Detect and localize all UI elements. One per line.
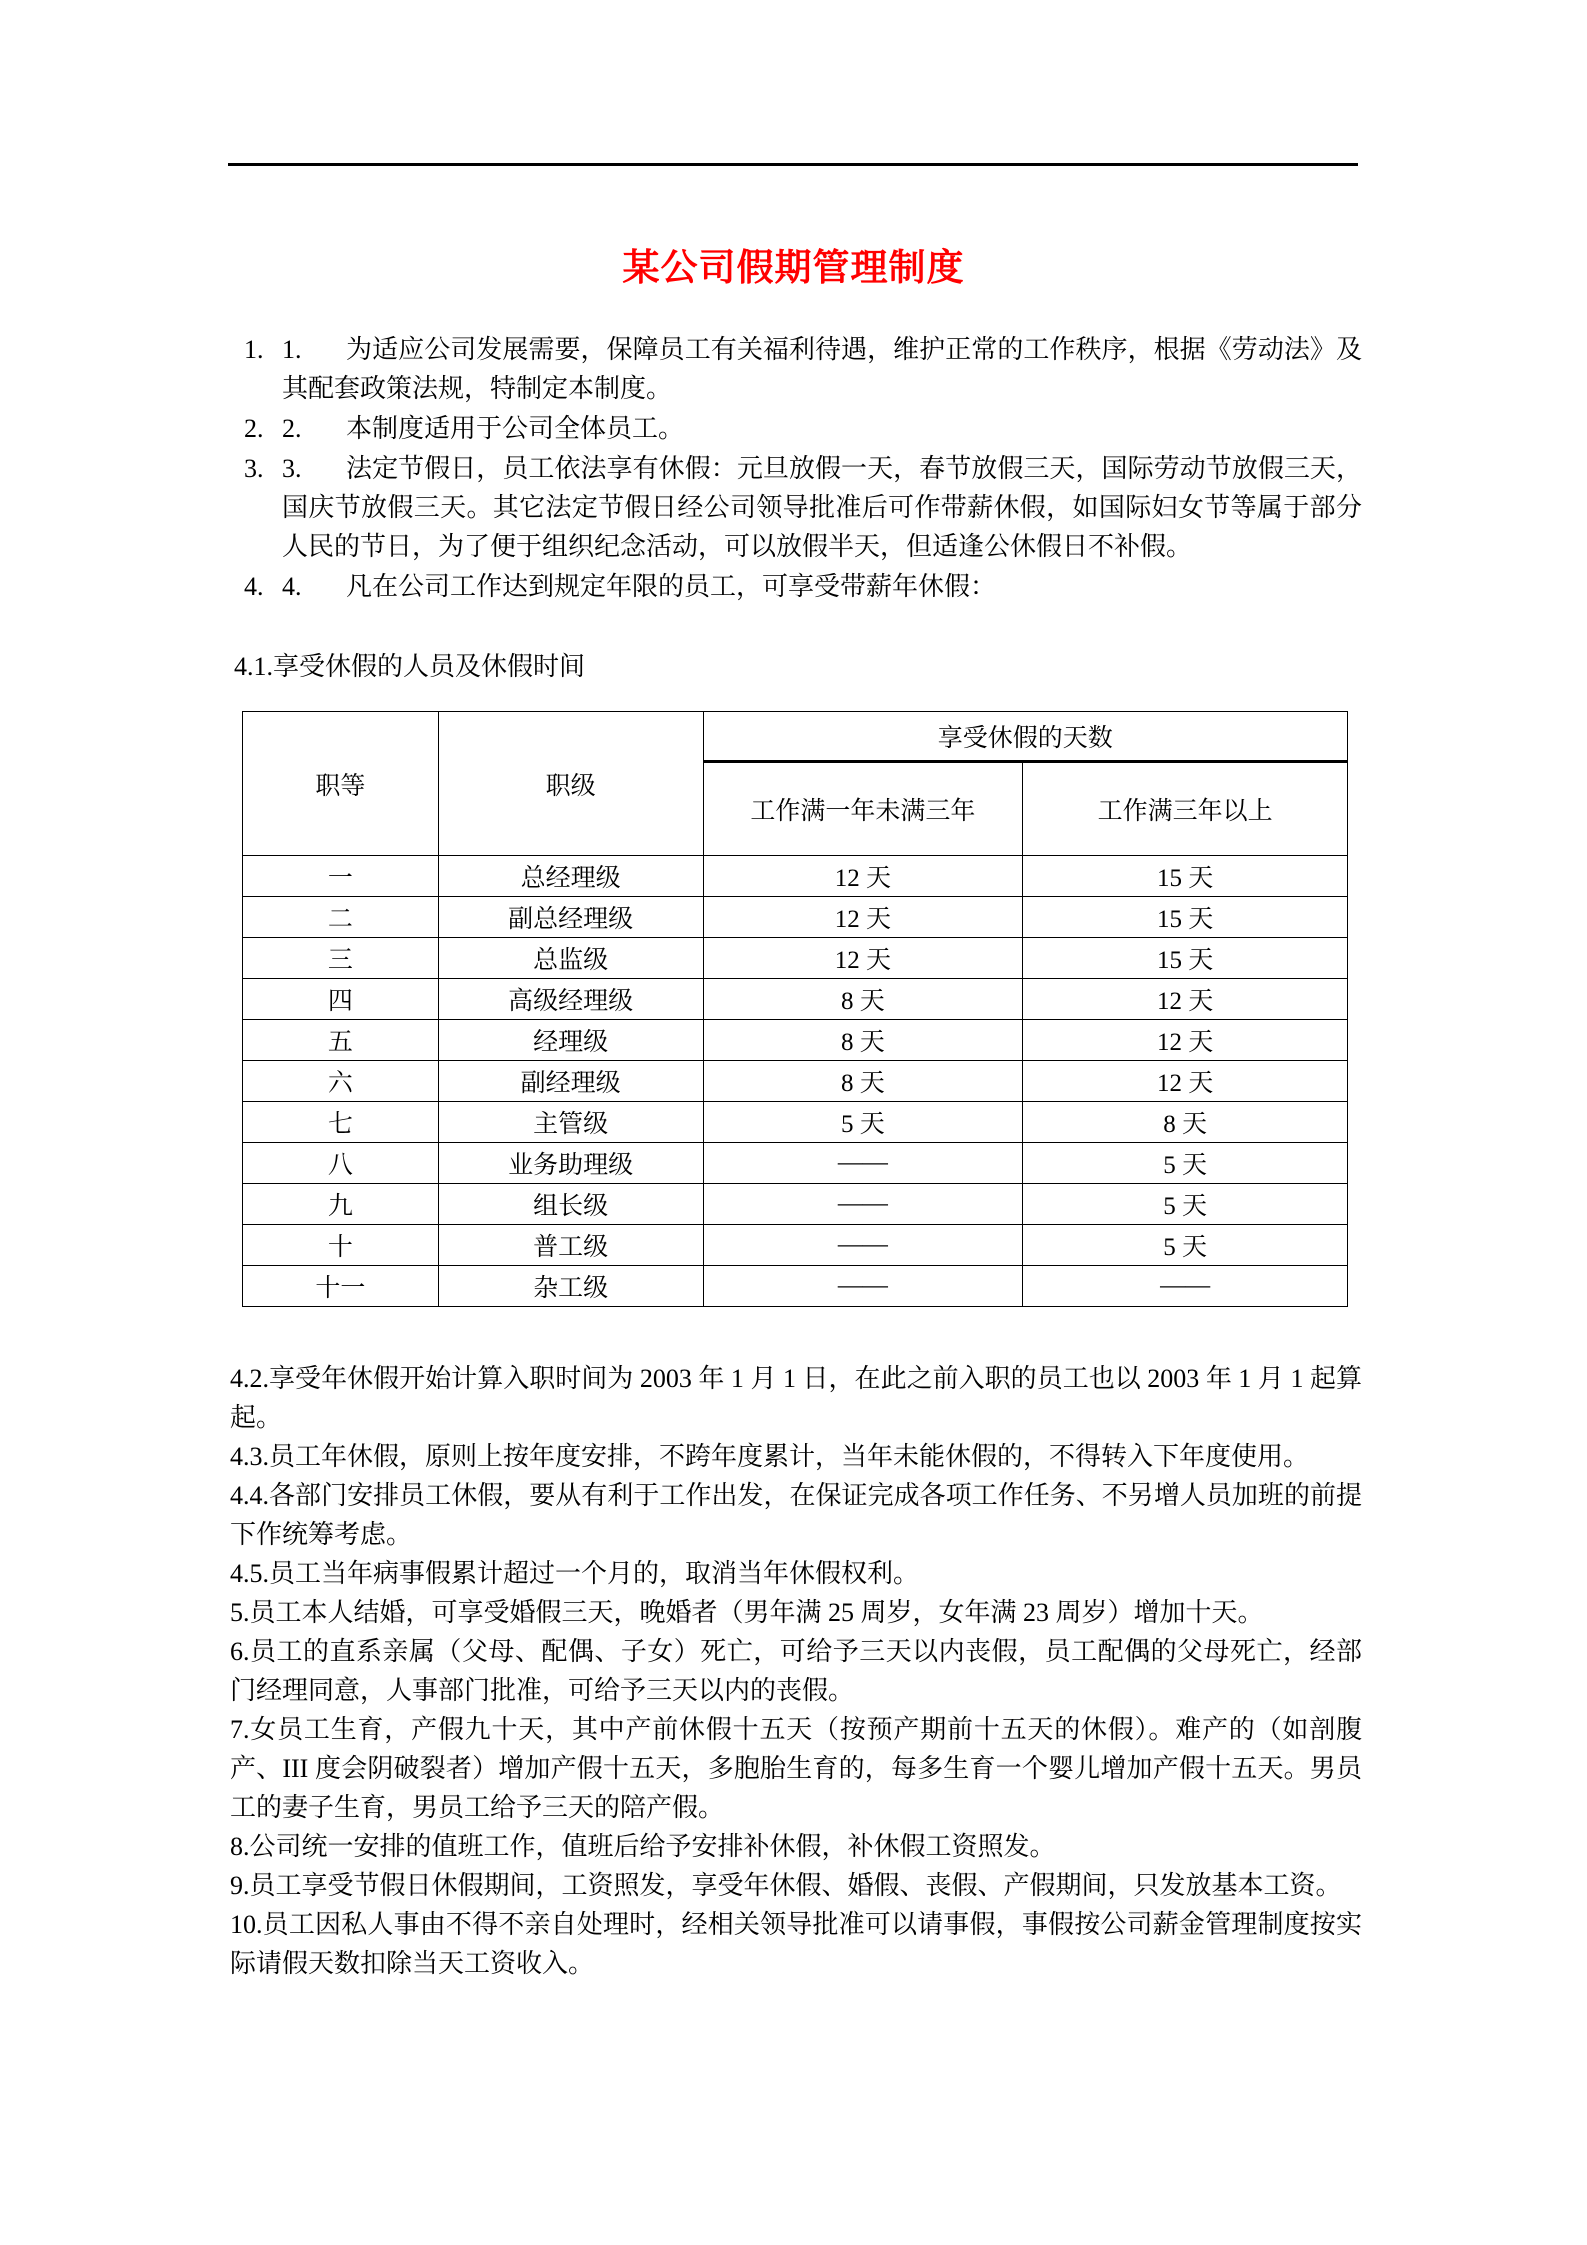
cell-under-three: 12 天 (703, 856, 1023, 897)
list-item (228, 567, 1362, 606)
cell-under-three: 8 天 (703, 1061, 1023, 1102)
cell-rank: 四 (243, 979, 439, 1020)
cell-level: 总监级 (438, 938, 703, 979)
header-cell-rank: 职等 (243, 712, 439, 856)
list-item-inner-marker: 3. (282, 454, 302, 483)
table-row (243, 1225, 1348, 1266)
cell-level: 副经理级 (438, 1061, 703, 1102)
table-row (243, 1102, 1348, 1143)
list-item-inner-marker: 4. (282, 572, 302, 601)
cell-over-three: 15 天 (1023, 897, 1348, 938)
numbered-clause-list (228, 330, 1362, 607)
list-item (228, 449, 1362, 566)
cell-under-three: —— (703, 1143, 1023, 1184)
cell-level: 普工级 (438, 1225, 703, 1266)
cell-rank: 九 (243, 1184, 439, 1225)
cell-over-three: 8 天 (1023, 1102, 1348, 1143)
list-item-body (282, 409, 1362, 448)
cell-over-three: —— (1023, 1266, 1348, 1307)
header-cell-under-three-years: 工作满一年未满三年 (703, 762, 1023, 856)
list-item-inner-marker: 2. (282, 414, 302, 443)
table-row (243, 856, 1348, 897)
cell-level: 副总经理级 (438, 897, 703, 938)
paragraph: 10.员工因私人事由不得不亲自处理时，经相关领导批准可以请事假，事假按公司薪金管理制度按实际请假天数扣除当天工资收入。 (230, 1910, 1362, 1978)
list-item-text: 法定节假日，员工依法享有休假：元旦放假一天，春节放假三天，国际劳动节放假三天，国庆节放假三天。其它法定节假日经公司领导批准后可作带薪休假，如国际妇女节等属于部分人民的节日，为了便于组织纪念活动，可以放假半天，但适逢公休假日不补假。 (282, 454, 1362, 561)
cell-rank: 七 (243, 1102, 439, 1143)
list-item-body (282, 330, 1362, 408)
list-item (228, 409, 1362, 448)
table-row (243, 979, 1348, 1020)
list-item-text: 凡在公司工作达到规定年限的员工，可享受带薪年休假： (346, 572, 997, 601)
table-row (243, 1143, 1348, 1184)
cell-under-three: 12 天 (703, 938, 1023, 979)
cell-over-three: 5 天 (1023, 1184, 1348, 1225)
cell-under-three: —— (703, 1184, 1023, 1225)
paragraph: 4.3.员工年休假，原则上按年度安排，不跨年度累计，当年未能休假的，不得转入下年度使用。 (230, 1442, 1310, 1471)
cell-over-three: 5 天 (1023, 1225, 1348, 1266)
cell-level: 高级经理级 (438, 979, 703, 1020)
paragraph: 8.公司统一安排的值班工作，值班后给予安排补休假，补休假工资照发。 (230, 1832, 1056, 1861)
section-subheading: 4.1.享受休假的人员及休假时间 (234, 652, 586, 681)
cell-rank: 二 (243, 897, 439, 938)
paragraph: 4.4.各部门安排员工休假，要从有利于工作出发，在保证完成各项工作任务、不另增人员加班的前提下作统筹考虑。 (230, 1481, 1362, 1549)
cell-level: 杂工级 (438, 1266, 703, 1307)
cell-rank: 一 (243, 856, 439, 897)
header-cell-group: 享受休假的天数 (703, 712, 1347, 762)
cell-rank: 八 (243, 1143, 439, 1184)
list-item-body (282, 449, 1362, 566)
cell-rank: 十 (243, 1225, 439, 1266)
cell-rank: 六 (243, 1061, 439, 1102)
cell-rank: 五 (243, 1020, 439, 1061)
cell-level: 总经理级 (438, 856, 703, 897)
list-item-marker: 4. (244, 572, 264, 601)
header-cell-level: 职级 (438, 712, 703, 856)
header-cell-over-three-years: 工作满三年以上 (1023, 762, 1348, 856)
cell-under-three: 12 天 (703, 897, 1023, 938)
table-body (243, 856, 1348, 1307)
list-item-marker: 2. (244, 414, 264, 443)
cell-over-three: 15 天 (1023, 938, 1348, 979)
table-row (243, 1020, 1348, 1061)
cell-over-three: 12 天 (1023, 979, 1348, 1020)
table-header (243, 712, 1348, 856)
page-title: 某公司假期管理制度 (622, 247, 965, 288)
list-item-body (282, 567, 1362, 606)
table-header-row-1 (243, 712, 1348, 762)
list-item-marker: 1. (244, 335, 264, 364)
table-row (243, 1266, 1348, 1307)
cell-rank: 三 (243, 938, 439, 979)
table-row (243, 897, 1348, 938)
list-item-inner-marker: 1. (282, 335, 302, 364)
cell-level: 组长级 (438, 1184, 703, 1225)
table-row (243, 1184, 1348, 1225)
cell-level: 经理级 (438, 1020, 703, 1061)
paragraph: 4.2.享受年休假开始计算入职时间为 2003 年 1 月 1 日，在此之前入职的员工也以 2003 年 1 月 1 起算起。 (230, 1364, 1362, 1432)
paragraph: 7.女员工生育，产假九十天，其中产前休假十五天（按预产期前十五天的休假）。难产的（如剖腹产、III 度会阴破裂者）增加产假十五天，多胞胎生育的，每多生育一个婴儿增加产假十五天。男员工的妻子生育，男员工给予三天的陪产假。 (230, 1715, 1362, 1822)
cell-level: 业务助理级 (438, 1143, 703, 1184)
paragraph: 5.员工本人结婚，可享受婚假三天，晚婚者（男年满 25 周岁，女年满 23 周岁）增加十天。 (230, 1598, 1264, 1627)
vacation-days-table (242, 711, 1348, 1307)
list-item-text: 为适应公司发展需要，保障员工有关福利待遇，维护正常的工作秩序，根据《劳动法》及其配套政策法规，特制定本制度。 (282, 335, 1362, 403)
cell-under-three: 8 天 (703, 979, 1023, 1020)
list-item-marker: 3. (244, 454, 264, 483)
paragraph: 6.员工的直系亲属（父母、配偶、子女）死亡，可给予三天以内丧假，员工配偶的父母死亡，经部门经理同意，人事部门批准，可给予三天以内的丧假。 (230, 1637, 1362, 1705)
cell-under-three: —— (703, 1225, 1023, 1266)
paragraph: 4.5.员工当年病事假累计超过一个月的，取消当年休假权利。 (230, 1559, 920, 1588)
cell-rank: 十一 (243, 1266, 439, 1307)
policy-paragraphs (230, 1359, 1362, 1983)
cell-under-three: 5 天 (703, 1102, 1023, 1143)
paragraph: 9.员工享受节假日休假期间，工资照发，享受年休假、婚假、丧假、产假期间，只发放基本工资。 (230, 1871, 1342, 1900)
cell-over-three: 15 天 (1023, 856, 1348, 897)
table-row (243, 1061, 1348, 1102)
cell-under-three: 8 天 (703, 1020, 1023, 1061)
cell-over-three: 12 天 (1023, 1061, 1348, 1102)
cell-under-three: —— (703, 1266, 1023, 1307)
list-item-text: 本制度适用于公司全体员工。 (346, 414, 685, 443)
table-row (243, 938, 1348, 979)
cell-over-three: 12 天 (1023, 1020, 1348, 1061)
cell-over-three: 5 天 (1023, 1143, 1348, 1184)
list-item (228, 330, 1362, 408)
header-divider-line (228, 163, 1358, 166)
cell-level: 主管级 (438, 1102, 703, 1143)
